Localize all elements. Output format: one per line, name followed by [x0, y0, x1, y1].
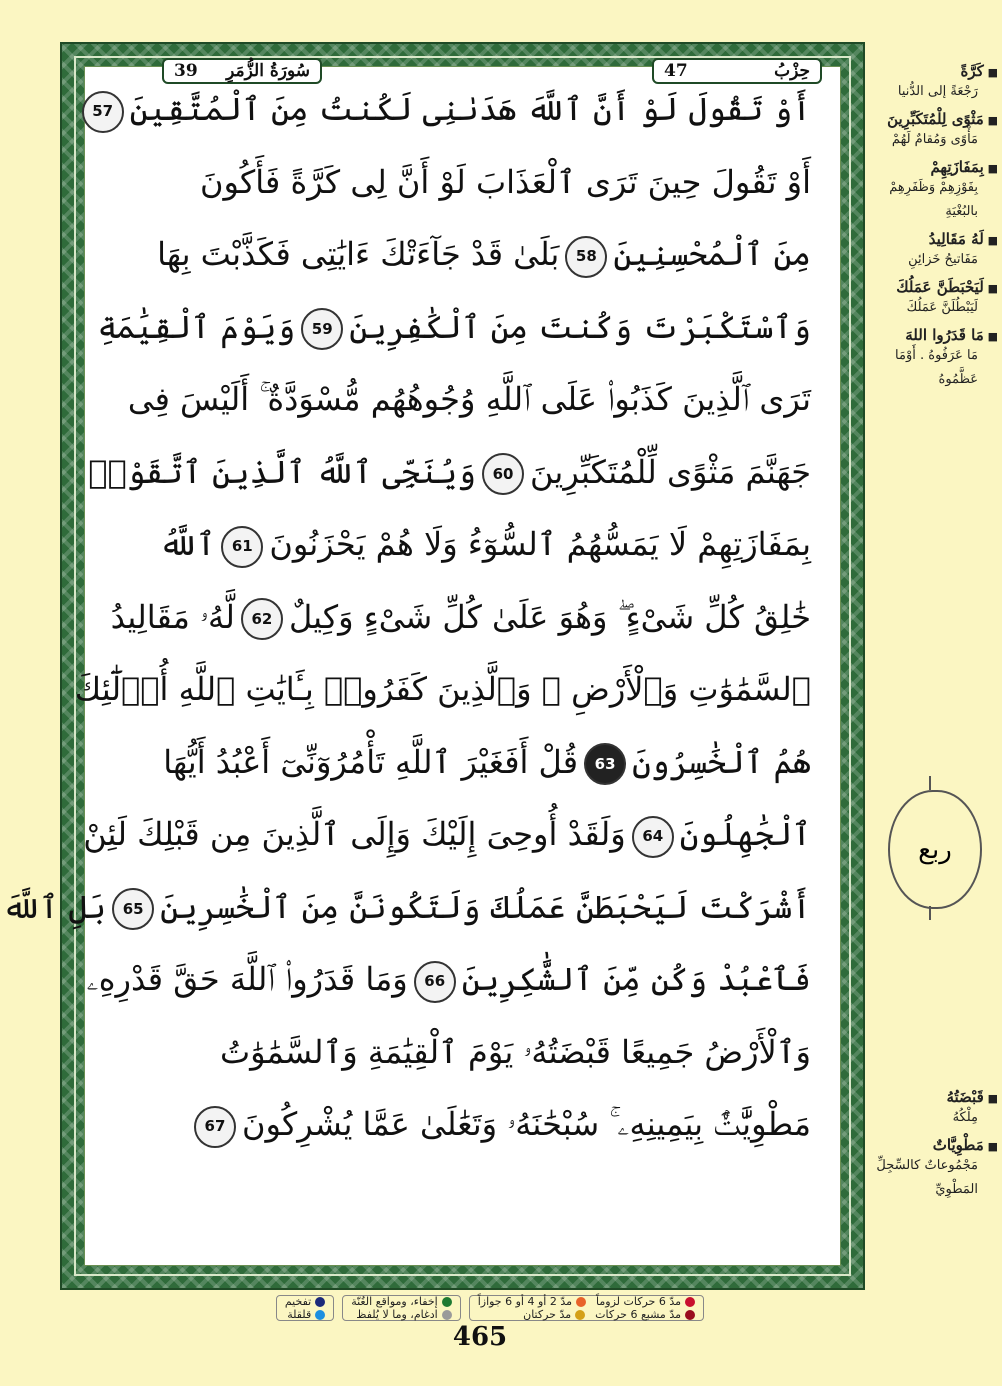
glossary-word: ■ كَرَّةً	[872, 62, 1000, 80]
verse-text: بِمَفَازَتِهِمْ لَا يَمَسُّهُمُ ٱلسُّوٓءُ وَلَا هُمْ يَحْزَنُونَ	[269, 525, 811, 563]
verse-text: ٱلسَّمَٰوَٰتِ وَٱلْأَرْضِ ۗ وَٱلَّذِينَ كَفَرُوا۟ بِـَٔايَٰتِ ٱللَّهِ أُو۟لَٰٓئِكَ	[74, 670, 811, 708]
verse-number-marker: 65	[112, 888, 154, 930]
legend-label: تفخيم	[284, 1295, 312, 1308]
surah-header	[162, 58, 322, 84]
glossary-meaning: مِلْكُهُ	[952, 1110, 978, 1125]
rub-ornament	[888, 790, 982, 909]
text-area	[2, 66, 841, 1266]
legend-label: مدّ 2 أو 4 أو 6 جوازاً	[477, 1295, 573, 1308]
verse-text: وَٱسْتَكْبَرْتَ وَكُنتَ مِنَ ٱلْكَٰفِرِينَ	[349, 307, 811, 346]
verse-line	[88, 436, 811, 509]
legend-label: مدّ 6 حركات لزوماً	[596, 1295, 681, 1308]
color-dot-icon	[576, 1297, 586, 1307]
glossary-meaning: مَفَاتيحُ خَزائِنِ	[908, 252, 978, 267]
verse-line	[121, 1016, 811, 1089]
color-dot-icon	[315, 1297, 325, 1307]
verse-text: وَيُنَجِّى ٱللَّهُ ٱلَّذِينَ ٱتَّقَوْا۟	[88, 452, 477, 491]
glossary-word: ■ لَهُ مَقَالِيدُ	[872, 230, 1000, 248]
ornament-tip	[929, 776, 939, 790]
legend-label: مدّ مشبع 6 حركات	[595, 1308, 681, 1321]
verse-line	[86, 943, 811, 1016]
verse-text: بَلِ ٱللَّهَ	[2, 887, 107, 926]
glossary-word: ■ مَا قَدَرُوا اللهَ	[872, 326, 1000, 344]
verse-text: أَوْ تَقُولَ لَوْ أَنَّ ٱللَّهَ هَدَىٰنِى لَكُنتُ مِنَ ٱلْمُتَّقِينَ	[129, 90, 811, 128]
legend-item	[596, 1295, 695, 1308]
verse-number-marker: 60	[482, 453, 524, 495]
verse-text: قُلْ أَفَغَيْرَ ٱللَّهِ تَأْمُرُوٓنِّىٓ أَعْبُدُ أَيُّهَا	[163, 742, 579, 781]
glossary-word: ■ مَثْوًى لِلْمُتَكَبِّرِينَ	[872, 110, 1000, 128]
verse-text: بَلَىٰ قَدْ جَآءَتْكَ ءَايَٰتِى فَكَذَّبْتَ بِهَا	[157, 235, 560, 273]
legend-group	[276, 1295, 334, 1321]
verse-text: هُمُ ٱلْخَٰسِرُونَ	[632, 742, 811, 781]
legend-item	[356, 1308, 451, 1321]
legend-group	[469, 1295, 704, 1321]
legend-label: مدّ حركتان	[523, 1308, 572, 1321]
color-dot-icon	[685, 1310, 695, 1320]
glossary-word: ■ قَبْضَتُهُ	[872, 1088, 1000, 1106]
hizb-header	[652, 58, 822, 84]
verse-line	[121, 726, 811, 799]
verse-text: تَرَى ٱلَّذِينَ كَذَبُوا۟ عَلَى ٱللَّهِ وُجُوهُهُم مُّسْوَدَّةٌ ۚ أَلَيْسَ فِى	[127, 380, 811, 418]
verse-number-marker: 64	[632, 816, 674, 858]
glossary-meaning: مَجْمُوعاتٌ كالسِّجِلِّ المَطْوِيِّ	[876, 1158, 978, 1197]
legend-label: إخفاء، ومواقع الغُنّة	[351, 1295, 438, 1308]
glossary-word: ■ مَطْوِيَّاتٌ	[872, 1136, 1000, 1154]
ornament-tip	[929, 906, 939, 920]
color-dot-icon	[442, 1297, 452, 1307]
verse-text: ٱلْجَٰهِلُونَ	[679, 815, 811, 853]
verse-line	[2, 871, 811, 944]
sidebar-glossary-top	[872, 62, 1000, 398]
sidebar-glossary-bottom	[872, 1088, 1000, 1208]
verse-number-marker: 63	[584, 743, 626, 785]
page-frame	[2, 42, 865, 1290]
glossary-meaning: مَا عَرَفُوهُ . أَوْمَا عَظَّمُوهُ	[895, 348, 978, 387]
verse-line	[121, 1088, 811, 1161]
glossary-meaning: لَيَبْطُلَنَّ عَمَلُكَ	[906, 300, 978, 315]
verse-number-marker: 59	[301, 308, 343, 350]
glossary-word: ■ بِمَفَازَتِهِمْ	[872, 158, 1000, 176]
verse-number-marker: 66	[414, 961, 456, 1003]
verse-text: جَهَنَّمَ مَثْوًى لِّلْمُتَكَبِّرِينَ	[530, 452, 811, 491]
verse-text: مِنَ ٱلْمُحْسِنِينَ	[613, 235, 811, 273]
glossary-meaning: مَأْوًى وَمُقامٌ لَهُمْ	[891, 132, 978, 147]
verse-line	[74, 653, 811, 726]
tajweed-legend	[104, 1295, 704, 1321]
legend-item	[523, 1308, 585, 1321]
legend-label: قلقلة	[287, 1308, 312, 1321]
verse-text: ٱللَّهُ	[159, 525, 216, 563]
ornament-label: ربع	[918, 834, 952, 865]
verse-line	[121, 146, 811, 219]
verse-text: وَيَوْمَ ٱلْقِيَٰمَةِ	[97, 307, 296, 346]
legend-item	[285, 1295, 325, 1308]
legend-item	[478, 1295, 586, 1308]
color-dot-icon	[685, 1297, 695, 1307]
verse-line	[83, 798, 811, 871]
verse-text: فَٱعْبُدْ وَكُن مِّنَ ٱلشَّٰكِرِينَ	[461, 960, 811, 998]
legend-item	[287, 1308, 325, 1321]
verse-lines	[2, 73, 811, 1161]
hizb-number: 47	[664, 61, 688, 81]
hizb-label: حِزْبُ	[774, 61, 810, 81]
color-dot-icon	[315, 1310, 325, 1320]
color-dot-icon	[442, 1310, 452, 1320]
verse-number-marker: 61	[221, 526, 263, 568]
verse-text: وَلَقَدْ أُوحِىَ إِلَيْكَ وَإِلَى ٱلَّذِينَ مِن قَبْلِكَ لَئِنْ	[83, 815, 626, 853]
verse-line	[97, 291, 811, 364]
color-dot-icon	[575, 1310, 585, 1320]
glossary-meaning: رَجْعَةً إلى الدُّنيا	[897, 84, 978, 99]
verse-text: لَّهُۥ مَقَالِيدُ	[110, 597, 235, 636]
verse-line	[110, 581, 811, 654]
verse-number-marker: 62	[241, 598, 283, 640]
verse-text: أَوْ تَقُولَ حِينَ تَرَى ٱلْعَذَابَ لَوْ أَنَّ لِى كَرَّةً فَأَكُونَ	[200, 162, 811, 201]
verse-text: خَٰلِقُ كُلِّ شَىْءٍ ۖ وَهُوَ عَلَىٰ كُلِّ شَىْءٍ وَكِيلٌ	[288, 597, 811, 636]
surah-name: سُورَةُ الزُّمَرِ	[226, 61, 310, 81]
legend-item	[351, 1295, 451, 1308]
legend-group	[342, 1295, 460, 1321]
glossary-word: ■ لَيَحْبَطَنَّ عَمَلُكَ	[872, 278, 1000, 296]
page-number: 465	[452, 1322, 508, 1352]
verse-text: مَطْوِيَّٰتٌۢ بِيَمِينِهِۦ ۚ سُبْحَٰنَهُۥ وَتَعَٰلَىٰ عَمَّا يُشْرِكُونَ	[241, 1105, 811, 1143]
verse-line	[121, 508, 811, 581]
verse-number-marker: 67	[194, 1106, 236, 1148]
legend-label: ادغام، وما لا يُلفظ	[356, 1308, 438, 1321]
glossary-meaning: بِفَوْزِهِمْ وَظَفَرِهِمْ بالبُغْيَةِ	[889, 180, 978, 219]
verse-line	[121, 363, 811, 436]
surah-number: 39	[174, 61, 198, 81]
verse-text: وَمَا قَدَرُوا۟ ٱللَّهَ حَقَّ قَدْرِهِۦ	[86, 960, 408, 998]
legend-item	[595, 1308, 695, 1321]
verse-text: وَٱلْأَرْضُ جَمِيعًا قَبْضَتُهُۥ يَوْمَ ٱلْقِيَٰمَةِ وَٱلسَّمَٰوَٰتُ	[220, 1032, 811, 1071]
verse-line	[121, 218, 811, 291]
verse-text: أَشْرَكْتَ لَيَحْبَطَنَّ عَمَلُكَ وَلَتَكُونَنَّ مِنَ ٱلْخَٰسِرِينَ	[160, 887, 811, 926]
verse-number-marker: 57	[82, 91, 124, 133]
verse-number-marker: 58	[565, 236, 607, 278]
